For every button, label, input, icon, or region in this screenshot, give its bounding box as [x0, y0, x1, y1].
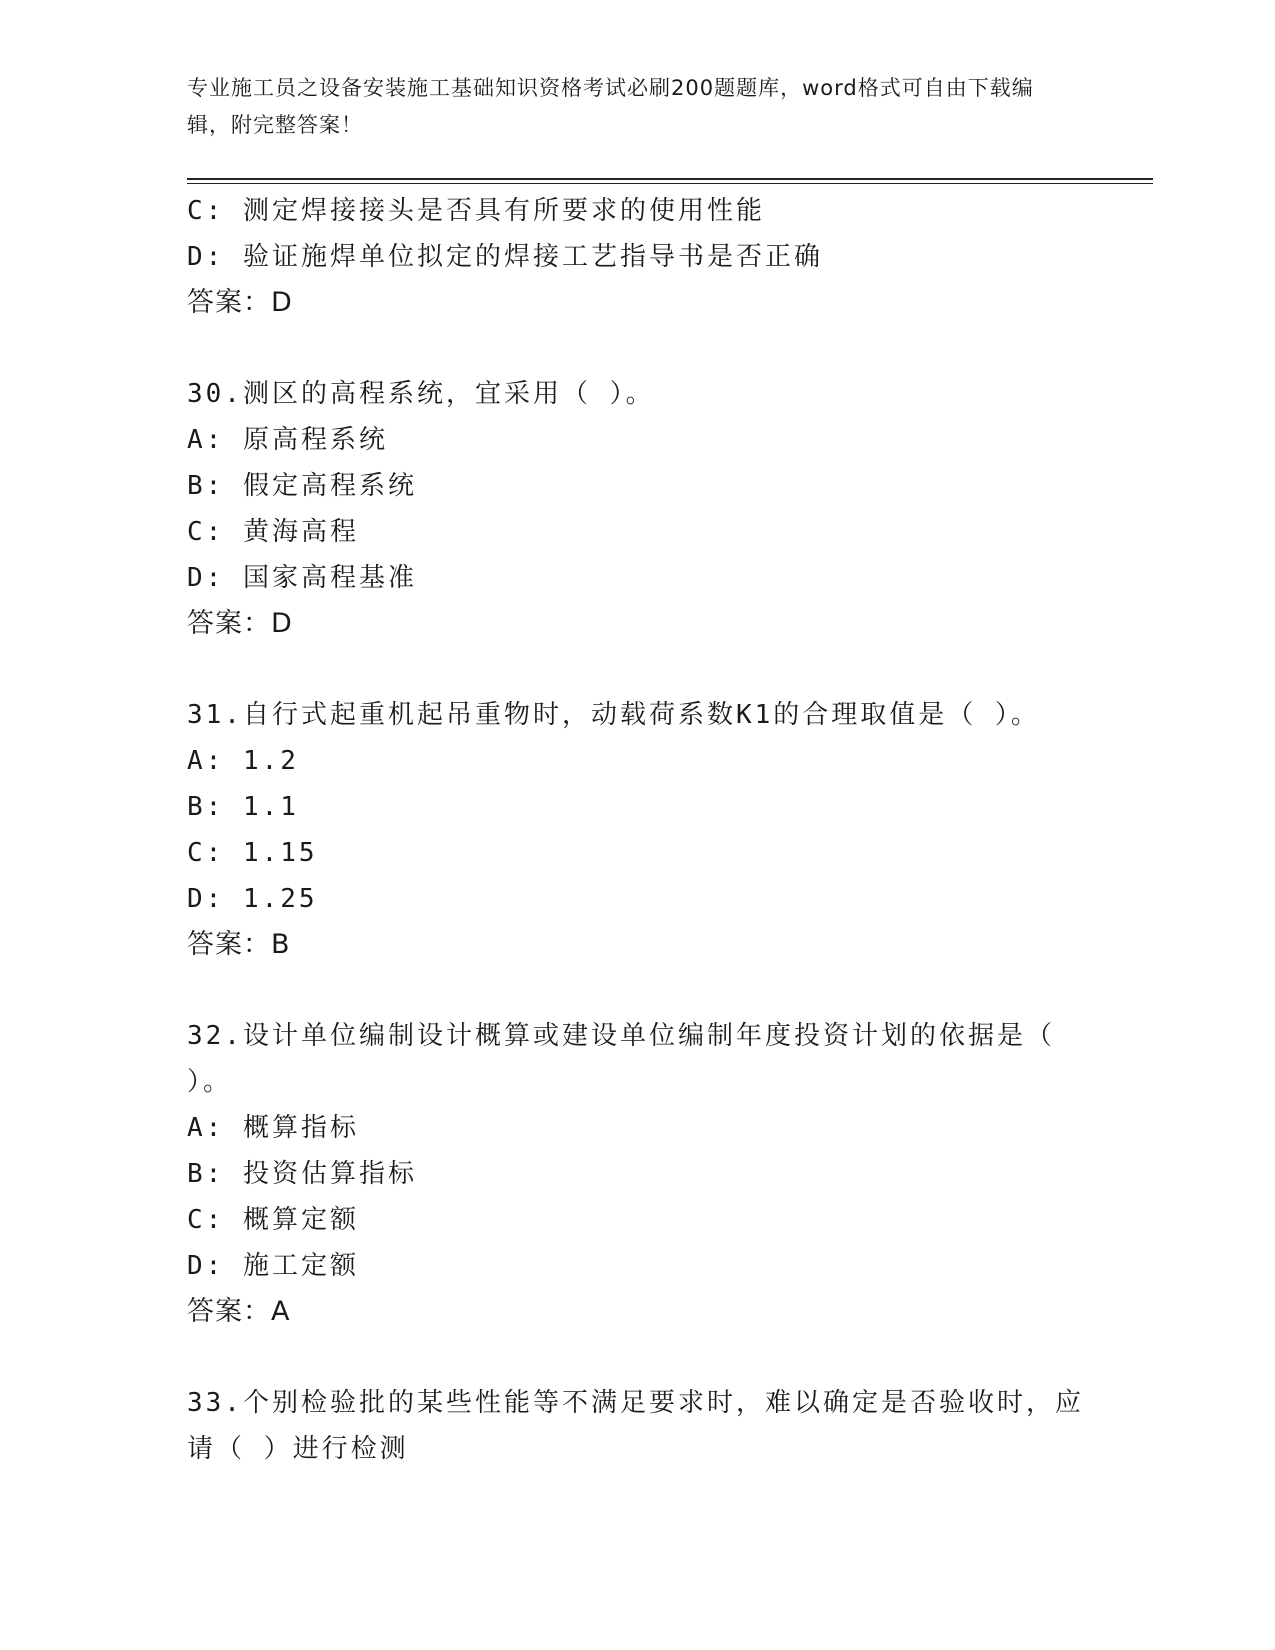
- option-c: [187, 830, 1087, 876]
- option-b: [187, 784, 1087, 830]
- option-text: 施工定额: [242, 1251, 359, 1281]
- option-c: [187, 188, 1087, 234]
- option-text: 黄海高程: [242, 517, 359, 547]
- option-text: 原高程系统: [242, 425, 388, 455]
- option-label: D:: [187, 563, 225, 593]
- option-text: 投资估算指标: [242, 1159, 417, 1189]
- option-a: [187, 417, 1087, 463]
- option-label: C:: [187, 1205, 225, 1235]
- question-30: [187, 371, 1087, 647]
- option-label: D:: [187, 1251, 225, 1281]
- question-31: [187, 692, 1087, 968]
- option-text: 验证施焊单位拟定的焊接工艺指导书是否正确: [242, 242, 823, 272]
- option-text: 概算定额: [242, 1205, 359, 1235]
- header-divider-thick: [187, 178, 1153, 180]
- option-label: B:: [187, 1159, 225, 1189]
- document-header: 专业施工员之设备安装施工基础知识资格考试必刷200题题库，word格式可自由下载编辑，附完整答案！: [187, 76, 1034, 137]
- question-33: [187, 1380, 1087, 1472]
- answer-line: 答案：D: [187, 287, 293, 318]
- option-label: C:: [187, 196, 225, 226]
- question-stem: 30.测区的高程系统，宜采用（ ）。: [187, 379, 655, 409]
- option-d: [187, 1243, 1087, 1289]
- question-stem-line-1: 33.个别检验批的某些性能等不满足要求时，难以确定是否验收时，应: [187, 1388, 1084, 1418]
- question-stem-line-2: 请（ ）进行检测: [187, 1434, 409, 1464]
- question-stem-line-2: ）。: [187, 1067, 233, 1097]
- option-label: A:: [187, 1113, 225, 1143]
- option-c: [187, 1197, 1087, 1243]
- option-label: B:: [187, 471, 225, 501]
- option-text: 1.25: [242, 884, 318, 914]
- option-label: C:: [187, 838, 225, 868]
- option-d: [187, 555, 1087, 601]
- option-label: A:: [187, 425, 225, 455]
- option-text: 概算指标: [242, 1113, 359, 1143]
- option-text: 1.2: [242, 746, 299, 776]
- option-label: A:: [187, 746, 225, 776]
- option-a: [187, 738, 1087, 784]
- option-text: 测定焊接接头是否具有所要求的使用性能: [242, 196, 765, 226]
- option-label: D:: [187, 884, 225, 914]
- answer-line: 答案：A: [187, 1296, 291, 1327]
- question-stem-line-1: 32.设计单位编制设计概算或建设单位编制年度投资计划的依据是（: [187, 1021, 1055, 1051]
- option-text: 1.15: [242, 838, 318, 868]
- option-d: [187, 876, 1087, 922]
- question-list: [187, 188, 1087, 1472]
- option-label: D:: [187, 242, 225, 272]
- header-divider-thin: [187, 183, 1153, 184]
- option-label: B:: [187, 792, 225, 822]
- option-text: 国家高程基准: [242, 563, 417, 593]
- question-32: [187, 1013, 1087, 1335]
- option-b: [187, 463, 1087, 509]
- option-c: [187, 509, 1087, 555]
- option-b: [187, 1151, 1087, 1197]
- option-label: C:: [187, 517, 225, 547]
- answer-line: 答案：B: [187, 929, 291, 960]
- question-29-tail: [187, 188, 1087, 326]
- option-a: [187, 1105, 1087, 1151]
- answer-line: 答案：D: [187, 608, 293, 639]
- option-text: 1.1: [242, 792, 299, 822]
- option-d: [187, 234, 1087, 280]
- option-text: 假定高程系统: [242, 471, 417, 501]
- question-stem: 31.自行式起重机起吊重物时，动载荷系数K1的合理取值是（ ）。: [187, 700, 1040, 730]
